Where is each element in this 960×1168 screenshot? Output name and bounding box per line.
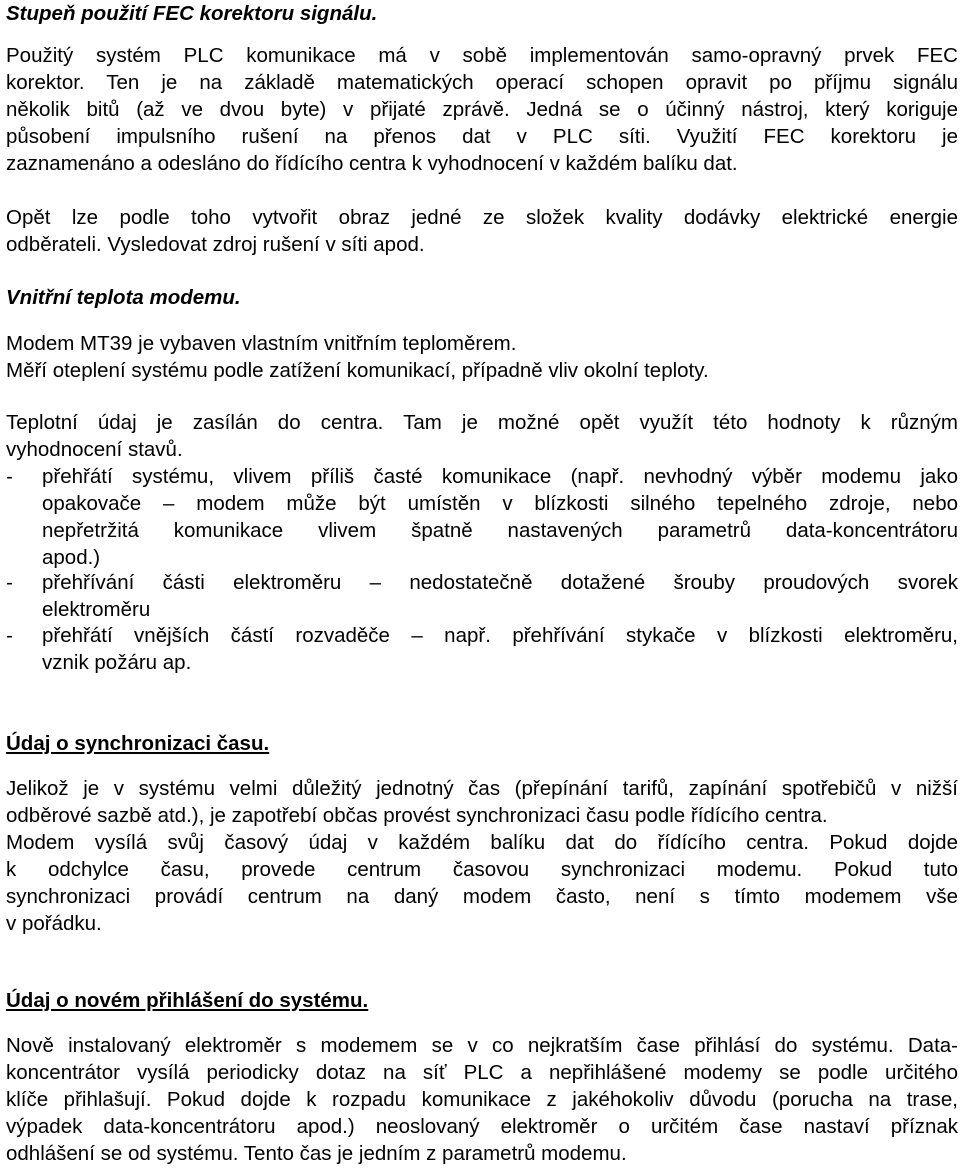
paragraph-line: Teplotní údaj je zasílán do centra. Tam je možné opět využít této hodnoty k různým (6, 411, 958, 434)
paragraph-line: vyhodnocení stavů. (6, 438, 183, 461)
paragraph-line: Modem MT39 je vybaven vlastním vnitřním teploměrem. (6, 332, 517, 355)
paragraph-line: koncentrátor vysílá periodicky dotaz na síť PLC a nepřihlášené modemy se podle určitého (6, 1061, 958, 1084)
list-item-line: přehřátí vnějších částí rozvaděče – např. přehřívání stykače v blízkosti elektroměru, (42, 624, 958, 647)
paragraph-line: Jelikož je v systému velmi důležitý jednotný čas (přepínání tarifů, zapínání spotřebičů v nižší (6, 777, 958, 800)
heading-fec: Stupeň použití FEC korektoru signálu. (6, 2, 378, 25)
list-item-line: apod.) (42, 546, 101, 569)
list-item-line: vznik požáru ap. (42, 651, 192, 674)
paragraph-line: Opět lze podle toho vytvořit obraz jedné ze složek kvality dodávky elektrické energie (6, 206, 958, 229)
paragraph-line: výpadek data-koncentrátoru apod.) neoslovaný elektroměr o určitém čase nastaví příznak (6, 1115, 958, 1138)
paragraph-line: Měří oteplení systému podle zatížení komunikací, případně vliv okolní teploty. (6, 359, 709, 382)
heading-time-sync: Údaj o synchronizaci času. (6, 732, 270, 755)
bullet-dash: - (6, 571, 13, 594)
paragraph-line: v pořádku. (6, 912, 102, 935)
heading-temperature: Vnitřní teplota modemu. (6, 286, 241, 309)
paragraph-line: několik bitů (až ve dvou byte) v přijaté zprávě. Jedná se o účinný nástroj, který koriguje (6, 98, 958, 121)
paragraph-line: působení impulsního rušení na přenos dat v PLC síti. Využití FEC korektoru je (6, 125, 958, 148)
list-item-line: opakovače – modem může být umístěn v blízkosti silného tepelného zdroje, nebo (42, 492, 958, 515)
list-item (6, 463, 958, 571)
list-item (6, 622, 958, 676)
bullet-dash: - (6, 465, 13, 488)
paragraph-line: k odchylce času, provede centrum časovou synchronizaci modemu. Pokud tuto (6, 858, 958, 881)
list-item-line: elektroměru (42, 598, 151, 621)
list-item-line: přehřátí systému, vlivem příliš časté komunikace (např. nevhodný výběr modemu jako (42, 465, 958, 488)
list-item-line: přehřívání části elektroměru – nedostatečně dotažené šrouby proudových svorek (42, 571, 958, 594)
paragraph-line: Použitý systém PLC komunikace má v sobě implementován samo-opravný prvek FEC (6, 44, 958, 67)
paragraph-line: odběrové sazbě atd.), je zapotřebí občas provést synchronizaci času podle řídícího centra. (6, 804, 828, 827)
paragraph-line: klíče přihlašují. Pokud dojde k rozpadu komunikace z jakéhokoliv důvodu (porucha na trase, (6, 1088, 958, 1111)
list-item-line: nepřetržitá komunikace vlivem špatně nastavených parametrů data-koncentrátoru (42, 519, 958, 542)
heading-new-login: Údaj o novém přihlášení do systému. (6, 989, 369, 1012)
bullet-dash: - (6, 624, 13, 647)
paragraph-line: odhlášení se od systému. Tento čas je jedním z parametrů modemu. (6, 1142, 627, 1165)
paragraph-line: Nově instalovaný elektroměr s modemem se v co nejkratším čase přihlásí do systému. Data- (6, 1034, 958, 1057)
list-item (6, 569, 958, 623)
paragraph-line: korektor. Ten je na základě matematických operací schopen opravit po příjmu signálu (6, 71, 958, 94)
paragraph-line: synchronizaci provádí centrum na daný modem často, není s tímto modemem vše (6, 885, 958, 908)
paragraph-line: zaznamenáno a odesláno do řídícího centra k vyhodnocení v každém balíku dat. (6, 152, 738, 175)
paragraph-line: Modem vysílá svůj časový údaj v každém balíku dat do řídícího centra. Pokud dojde (6, 831, 958, 854)
paragraph-line: odběrateli. Vysledovat zdroj rušení v síti apod. (6, 233, 425, 256)
